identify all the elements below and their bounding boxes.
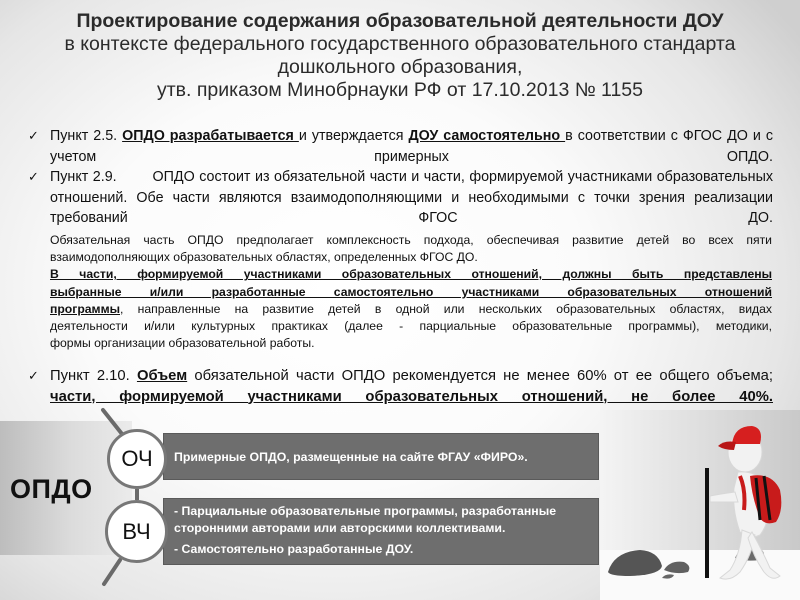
- diagram-circle-vch: ВЧ: [105, 500, 168, 563]
- checkmark-icon: ✓: [28, 169, 39, 184]
- checkmark-icon: ✓: [28, 128, 39, 143]
- paragraph-line: деятельности и/или культурных практиках (далее - парциальные образовательные программы), методики,: [50, 318, 772, 333]
- bullet-text: и утверждается: [298, 128, 409, 144]
- paragraph-line: взаимодополняющих образовательных областях, определенных ФГОС ДО.: [50, 250, 478, 265]
- paragraph-emphasis: программы: [50, 301, 120, 316]
- bullet-emphasis: части, формируемой участниками образовательных отношений, не более 40%.: [50, 388, 773, 405]
- paragraph-text: , направленные на развитие детей в одной или нескольких образовательных областях, видах: [120, 301, 772, 316]
- paragraph-line-emphasis: В части, формируемой участниками образовательных отношений, должны быть представлены: [50, 267, 772, 282]
- paragraph-line: формы организации образовательной работы.: [50, 336, 315, 351]
- diagram-circle-och: ОЧ: [107, 429, 167, 489]
- title-line-1: Проектирование содержания образовательной деятельности ДОУ: [76, 10, 724, 32]
- diagram-box-vch: [163, 498, 599, 565]
- bullet-emphasis: ДОУ самостоятельно: [408, 128, 566, 144]
- paragraph-line: Обязательная часть ОПДО предполагает комплексность подхода, обеспечивая развитие детей во всех пяти: [50, 233, 772, 247]
- bullet-text: в соответствии с ФГОС ДО и с учетом примерных ОПДО.: [50, 128, 773, 165]
- paragraph-line-emphasis: выбранные и/или разработанные самостоятельно участниками образовательных отношений: [50, 284, 772, 299]
- bullet-prefix: Пункт 2.10.: [50, 368, 137, 384]
- title-line-3: дошкольного образования,: [277, 56, 523, 78]
- box-item: - Парциальные образовательные программы, разработанные сторонними авторами или авторскими коллективами.: [174, 504, 557, 535]
- bullet-text: Пункт 2.9. ОПДО состоит из обязательной части и части, формируемой участниками образовательных отношений. Обе части являются взаимодополняющими и необходимыми с точки зрения реализации требований ФГОС ДО.: [50, 169, 777, 226]
- title-line-4: утв. приказом Минобрнауки РФ от 17.10.2013 № 1155: [157, 79, 643, 101]
- bullet-emphasis: ОПДО разрабатывается: [122, 128, 299, 144]
- title-line-2: в контексте федерального государственного образовательного стандарта: [64, 33, 736, 55]
- bullet-text: обязательной части ОПДО рекомендуется не менее 60% от ее общего объема;: [187, 368, 773, 384]
- bullet-prefix: Пункт 2.5.: [50, 128, 123, 144]
- hiker-illustration: [600, 410, 800, 600]
- box-item: Примерные ОПДО, размещенные на сайте ФГАУ «ФИРО».: [174, 450, 528, 464]
- bullet-emphasis: Объем: [136, 368, 188, 384]
- diagram-root-label: ОПДО: [10, 474, 93, 504]
- diagram-box-och: [163, 433, 599, 480]
- box-item: - Самостоятельно разработанные ДОУ.: [174, 542, 414, 556]
- checkmark-icon: ✓: [28, 368, 39, 383]
- walking-stick-icon: [705, 468, 709, 578]
